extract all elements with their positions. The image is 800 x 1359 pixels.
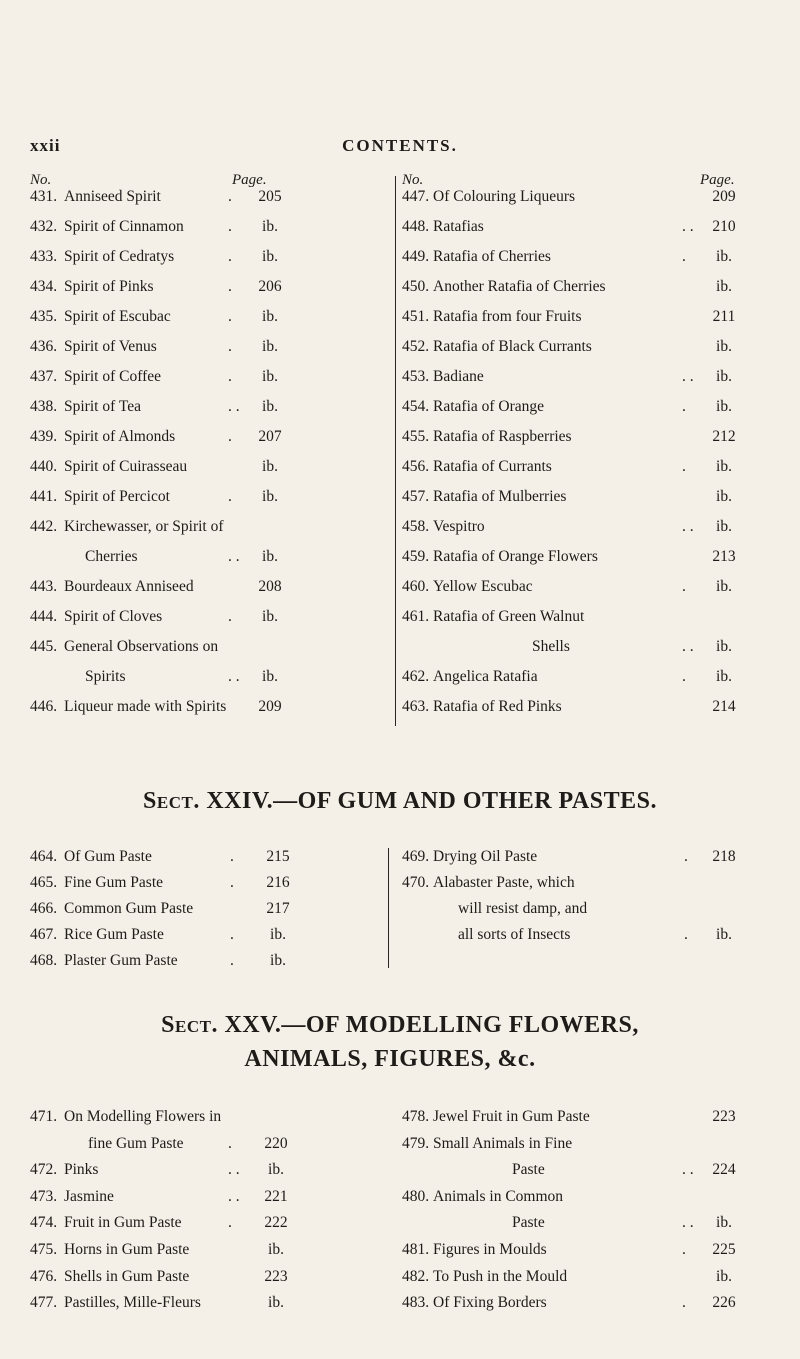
entry-page: ib. [716,578,732,595]
entry-page: 224 [712,1161,736,1179]
entry-title: Of Gum Paste [64,848,152,865]
leader-dots: . . [682,1161,694,1179]
column-head-no-right: No. [402,172,424,188]
entry-page: ib. [262,608,278,625]
entry-number: 448. [402,218,430,235]
entry-page: ib. [716,518,732,535]
entry-title: Of Fixing Borders [433,1294,547,1312]
leader-dots: . [230,926,234,943]
entry-number: 453. [402,368,430,385]
leader-dots: . [228,1134,232,1152]
entry-title: Spirit of Pinks [64,278,154,295]
column-divider [395,176,396,726]
entry-number: 460. [402,578,430,595]
entry-number: 449. [402,248,430,265]
entry-title: Shells [532,638,570,655]
entry-number: 434. [30,278,58,295]
entry-page: 209 [712,188,736,205]
toc-entry [30,1108,390,1135]
toc-entry [402,1161,772,1188]
leader-dots: . [228,218,232,235]
entry-page: 211 [712,308,736,325]
entry-page: 206 [258,278,282,295]
leader-dots: . [230,848,234,865]
toc-entry [30,548,385,578]
toc-entry [402,398,772,428]
entry-title: all sorts of Insects [458,926,571,943]
entry-number: 482. [402,1267,430,1285]
entry-page: 225 [712,1240,736,1258]
running-title: CONTENTS. [342,136,458,155]
entry-title: Badiane [433,368,484,385]
entry-page: ib. [270,926,286,943]
toc-entry [402,368,772,398]
toc-entry [402,638,772,668]
toc-entry [30,608,385,638]
entry-number: 480. [402,1187,430,1205]
entry-page: ib. [270,952,286,969]
entry-number: 475. [30,1240,58,1258]
entry-title: Jewel Fruit in Gum Paste [433,1108,590,1125]
leader-dots: . . [682,368,694,385]
entry-title: Spirits [85,668,126,685]
entry-title: Paste [512,1161,545,1179]
toc-entry [402,578,772,608]
entry-number: 440. [30,458,58,475]
entry-page: ib. [716,398,732,415]
entry-title: Common Gum Paste [64,900,194,917]
entry-page: ib. [716,338,732,355]
entry-page: 210 [712,218,736,235]
entry-number: 467. [30,926,58,943]
entry-page: ib. [262,488,278,505]
entry-title: Pastilles, Mille-Fleurs [64,1294,201,1312]
entry-number: 445. [30,638,58,655]
leader-dots: . [228,278,232,295]
toc-entry [30,368,385,398]
toc-entry [402,248,772,278]
leader-dots: . [228,188,232,205]
page-header [0,136,800,160]
entry-page: ib. [716,368,732,385]
toc-entry [30,900,390,926]
entry-title: Ratafia of Black Currants [433,338,592,355]
entry-page: 226 [712,1294,736,1312]
leader-dots: . [682,668,686,685]
toc-entry [402,1294,772,1321]
entry-title: Shells in Gum Paste [64,1267,190,1285]
entry-title: Rice Gum Paste [64,926,164,943]
toc-entry [402,1135,772,1162]
entry-title: Spirit of Venus [64,338,157,355]
column-head-page-right: Page. [700,172,735,188]
toc-entry [402,848,772,874]
toc-entry [30,1135,390,1162]
entry-number: 472. [30,1161,58,1179]
entry-title: Ratafia of Orange [433,398,545,415]
entry-title: Ratafia of Currants [433,458,552,475]
entry-title: Animals in Common [433,1187,564,1205]
leader-dots: . [684,926,688,943]
toc-entry [30,338,385,368]
toc-entry [402,608,772,638]
leader-dots: . [228,488,232,505]
entry-title: Cherries [85,548,138,565]
entry-title: Ratafia of Green Walnut [433,608,585,625]
entry-page: ib. [716,638,732,655]
toc-entry [30,1294,390,1321]
entry-number: 473. [30,1187,58,1205]
entry-title: Spirit of Cinnamon [64,218,184,235]
entry-page: ib. [716,1214,732,1232]
entry-number: 441. [30,488,58,505]
toc-entry [30,518,385,548]
leader-dots: . . [682,638,694,655]
entry-title: will resist damp, and [458,900,588,917]
entry-page: ib. [262,458,278,475]
entry-number: 466. [30,900,58,917]
entry-title: Ratafia of Mulberries [433,488,567,505]
toc-entry [30,638,385,668]
toc-entry [30,926,390,952]
entry-page: ib. [268,1240,284,1258]
entry-title: Horns in Gum Paste [64,1240,190,1258]
entry-page: ib. [262,218,278,235]
leader-dots: . [682,1294,686,1312]
toc-column-left [30,188,385,728]
toc-entry [30,1268,390,1295]
entry-page: ib. [262,308,278,325]
entry-title: Ratafias [433,218,484,235]
entry-title: Angelica Ratafia [433,668,538,685]
toc-entry [30,188,385,218]
entry-page: ib. [716,458,732,475]
entry-page: 212 [712,428,736,445]
entry-page: 216 [266,874,290,891]
toc-entry [30,668,385,698]
entry-title: Spirit of Cuirasseau [64,458,188,475]
entry-page: ib. [262,548,278,565]
entry-page: 218 [712,848,736,865]
toc-entry [30,1188,390,1215]
column-head-page-left: Page. [232,172,267,188]
entry-page: 205 [258,188,282,205]
toc-entry [402,1268,772,1295]
entry-title: Ratafia of Cherries [433,248,551,265]
toc-entry [402,926,772,952]
toc-entry [402,338,772,368]
entry-number: 471. [30,1108,58,1125]
entry-number: 476. [30,1267,58,1285]
toc-entry [30,248,385,278]
entry-page: ib. [716,488,732,505]
leader-dots: . [228,338,232,355]
entry-title: Liqueur made with Spirits [64,698,227,715]
entry-number: 465. [30,874,58,891]
entry-title: fine Gum Paste [88,1134,184,1152]
toc-entry [402,668,772,698]
entry-title: Plaster Gum Paste [64,952,178,969]
entry-number: 436. [30,338,58,355]
entry-page: ib. [262,338,278,355]
leader-dots: . . [228,398,240,415]
toc-entry [402,278,772,308]
entry-number: 469. [402,848,430,865]
entry-number: 481. [402,1240,430,1258]
entry-title: Pinks [64,1161,99,1179]
leader-dots: . [230,874,234,891]
leader-dots: . [228,368,232,385]
leader-dots: . . [682,218,694,235]
section-xxv-title-line1 [0,1012,800,1039]
entry-page: 223 [712,1108,736,1125]
toc-entry [402,1188,772,1215]
entry-title: Ratafia from four Fruits [433,308,582,325]
toc-entry [402,458,772,488]
toc-entry [402,698,772,728]
entry-title: Figures in Moulds [433,1240,547,1258]
entry-page: 223 [264,1267,288,1285]
toc-entry [402,428,772,458]
entry-title: Anniseed Spirit [64,188,161,205]
entry-title: General Observations on [64,638,219,655]
entry-title: On Modelling Flowers in [64,1108,222,1125]
entry-page: ib. [268,1294,284,1312]
leader-dots: . . [682,518,694,535]
entry-number: 433. [30,248,58,265]
section-heading: XXV.—OF MODELLING FLOWERS, [224,1012,639,1038]
entry-page: 221 [264,1187,288,1205]
toc-entry [30,398,385,428]
entry-page: ib. [262,368,278,385]
entry-number: 457. [402,488,430,505]
leader-dots: . [228,248,232,265]
entry-number: 483. [402,1294,430,1312]
entry-number: 437. [30,368,58,385]
toc-column-right [402,848,772,952]
column-divider [388,848,389,968]
leader-dots: . [682,458,686,475]
entry-page: ib. [262,248,278,265]
entry-number: 458. [402,518,430,535]
entry-title: Spirit of Escubac [64,308,171,325]
entry-title: Spirit of Cloves [64,608,163,625]
entry-title: To Push in the Mould [433,1267,568,1285]
toc-entry [402,548,772,578]
entry-page: 222 [264,1214,288,1232]
entry-page: 220 [264,1134,288,1152]
entry-number: 454. [402,398,430,415]
entry-number: 464. [30,848,58,865]
leader-dots: . [228,1214,232,1232]
entry-number: 444. [30,608,58,625]
toc-entry [30,458,385,488]
entry-page: ib. [716,278,732,295]
entry-title: Ratafia of Orange Flowers [433,548,598,565]
entry-number: 462. [402,668,430,685]
toc-entry [402,188,772,218]
entry-page: ib. [716,248,732,265]
toc-column-right [402,1108,772,1321]
toc-entry [402,488,772,518]
toc-entry [402,218,772,248]
entry-number: 431. [30,188,58,205]
leader-dots: . [682,398,686,415]
section-heading: XXIV.—OF GUM AND OTHER PASTES. [206,788,657,814]
entry-page: 213 [712,548,736,565]
entry-number: 478. [402,1108,430,1125]
leader-dots: . [228,308,232,325]
column-head-no-left: No. [30,172,52,188]
leader-dots: . [684,848,688,865]
section-label: Sect. [143,788,200,814]
entry-page: ib. [262,398,278,415]
entry-page: 207 [258,428,282,445]
entry-number: 461. [402,608,430,625]
entry-page: ib. [716,668,732,685]
entry-title: Another Ratafia of Cherries [433,278,606,295]
toc-entry [30,308,385,338]
toc-entry [402,1241,772,1268]
entry-number: 446. [30,698,58,715]
leader-dots: . [228,428,232,445]
toc-entry [30,698,385,728]
entry-title: Alabaster Paste, which [433,874,575,891]
entry-title: Spirit of Cedratys [64,248,175,265]
entry-number: 447. [402,188,430,205]
entry-title: Jasmine [64,1187,114,1205]
entry-title: Spirit of Almonds [64,428,176,445]
entry-title: Small Animals in Fine [433,1134,573,1152]
toc-entry [30,1214,390,1241]
toc-column-left [30,1108,390,1321]
entry-number: 477. [30,1294,58,1312]
entry-number: 438. [30,398,58,415]
entry-number: 470. [402,874,430,891]
entry-page: ib. [262,668,278,685]
toc-column-right [402,188,772,728]
entry-number: 463. [402,698,430,715]
leader-dots: . [682,248,686,265]
toc-entry [30,428,385,458]
entry-title: Kirchewasser, or Spirit of [64,518,224,535]
entry-title: Of Colouring Liqueurs [433,188,576,205]
entry-page: 217 [266,900,290,917]
entry-number: 452. [402,338,430,355]
toc-entry [30,1241,390,1268]
entry-page: ib. [716,1267,732,1285]
toc-entry [30,848,390,874]
toc-entry [402,518,772,548]
section-label: Sect. [161,1012,218,1038]
entry-number: 435. [30,308,58,325]
toc-entry [30,874,390,900]
entry-title: Ratafia of Raspberries [433,428,572,445]
leader-dots: . [682,1240,686,1258]
leader-dots: . [230,952,234,969]
entry-number: 479. [402,1134,430,1152]
entry-number: 451. [402,308,430,325]
section-xxv-title-line2: ANIMALS, FIGURES, &c. [244,1046,536,1072]
toc-entry [402,900,772,926]
entry-number: 442. [30,518,58,535]
toc-entry [30,488,385,518]
leader-dots: . . [228,548,240,565]
toc-entry [30,218,385,248]
entry-number: 455. [402,428,430,445]
entry-title: Paste [512,1214,545,1232]
entry-title: Vespitro [433,518,485,535]
toc-entry [30,278,385,308]
entry-title: Fruit in Gum Paste [64,1214,182,1232]
entry-number: 456. [402,458,430,475]
entry-number: 439. [30,428,58,445]
toc-entry [30,1161,390,1188]
entry-title: Fine Gum Paste [64,874,164,891]
entry-page: 215 [266,848,290,865]
leader-dots: . . [228,1161,240,1179]
entry-title: Spirit of Tea [64,398,141,415]
toc-entry [402,874,772,900]
entry-number: 450. [402,278,430,295]
toc-entry [402,1214,772,1241]
leader-dots: . [228,608,232,625]
toc-entry [402,1108,772,1135]
toc-entry [30,952,390,978]
entry-title: Spirit of Coffee [64,368,162,385]
entry-number: 468. [30,952,58,969]
entry-number: 432. [30,218,58,235]
leader-dots: . . [682,1214,694,1232]
toc-entry [30,578,385,608]
entry-title: Ratafia of Red Pinks [433,698,562,715]
entry-title: Spirit of Percicot [64,488,170,505]
page-number: xxii [30,136,61,155]
entry-number: 474. [30,1214,58,1232]
leader-dots: . . [228,668,240,685]
entry-title: Drying Oil Paste [433,848,538,865]
entry-page: 214 [712,698,736,715]
entry-page: ib. [716,926,732,943]
leader-dots: . . [228,1187,240,1205]
entry-title: Bourdeaux Anniseed [64,578,194,595]
entry-page: 208 [258,578,282,595]
toc-column-left [30,848,390,978]
entry-title: Yellow Escubac [433,578,533,595]
entry-number: 459. [402,548,430,565]
section-xxiv-title [0,788,800,815]
leader-dots: . [682,578,686,595]
toc-entry [402,308,772,338]
entry-page: ib. [268,1161,284,1179]
entry-page: 209 [258,698,282,715]
entry-number: 443. [30,578,58,595]
